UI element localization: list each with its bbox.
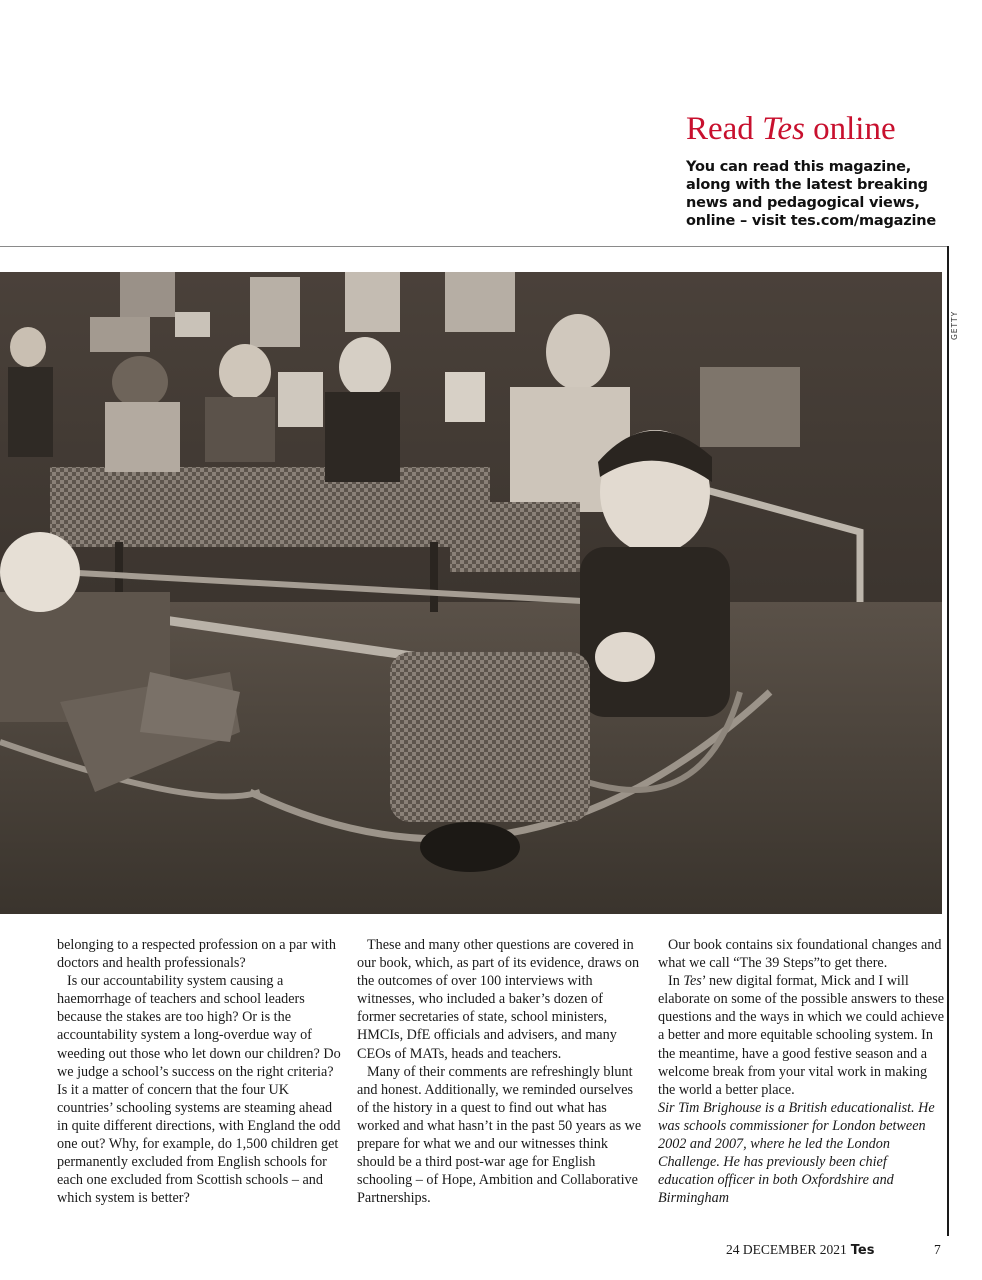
- promo-title-post: online: [804, 111, 896, 147]
- page-number: 7: [934, 1242, 941, 1257]
- text-segment: In: [668, 973, 684, 990]
- paragraph: [658, 972, 946, 1099]
- footer-brand: Tes: [850, 1243, 875, 1258]
- right-rule: [947, 246, 949, 1236]
- text-column-3: [658, 936, 946, 1207]
- text-segment: ’ new digital format, Mick and I will elaborate on some of the possible answers to these questions and the ways in which we could achieve a better and more equitable schooling system. In the meantime, have a good festive season and a welcome break from your vital work in making the world a better place.: [658, 973, 945, 1098]
- brand-name: Tes: [683, 973, 702, 990]
- feature-photo: [0, 272, 942, 914]
- text-column-1: [57, 936, 345, 1207]
- promo-box: [686, 110, 956, 230]
- issue-date: 24 DECEMBER 2021: [726, 1242, 847, 1257]
- paragraph: Our book contains six foundational changes and what we call “The 39 Steps”to get there.: [658, 937, 942, 972]
- paragraph: These and many other questions are covered in our book, which, as part of its evidence, draws on the outcomes of over 100 interviews with witnesses, who included a baker’s dozen of former secretaries of state, school ministers, HMCIs, DfE officials and advisers, and many CEOs of MATs, heads and teachers.: [357, 937, 640, 1062]
- paragraph: belonging to a respected profession on a par with doctors and health professionals?: [57, 937, 336, 972]
- text-column-2: [357, 936, 645, 1207]
- author-bio: Sir Tim Brighouse is a British educationalist. He was schools commissioner for London between 2002 and 2007, where he led the London Challenge. He has previously been chief education officer in both Oxfordshire and Birmingham: [658, 1099, 935, 1207]
- page-footer: [726, 1242, 874, 1258]
- top-rule: [0, 246, 948, 247]
- photo-credit: GETTY: [950, 310, 959, 340]
- promo-body: You can read this magazine, along with the latest breaking news and pedagogical views, online – visit tes.com/magazine: [686, 159, 937, 229]
- promo-title-pre: Read: [686, 111, 763, 147]
- promo-title-brand: Tes: [762, 111, 805, 147]
- paragraph: Many of their comments are refreshingly blunt and honest. Additionally, we reminded ourselves of the history in a quest to find out what has worked and what hasn’t in the past 50 years as we prepare for what we and our witnesses think should be a third post-war age for English schooling – of Hope, Ambition and Collaborative Partnerships.: [357, 1063, 642, 1207]
- promo-title: [686, 110, 956, 148]
- photo-illustration: [0, 272, 942, 914]
- paragraph: Is our accountability system causing a haemorrhage of teachers and school leaders because the stakes are too high? Or is the accountability system a long-overdue way of weeding out those who let down our children? Do we judge a school’s success on the right criteria? Is it a matter of concern that the four UK countries’ schooling systems are steaming ahead in quite different directions, with England the odd one out? Why, for example, do 1,500 children get permanently excluded from English schools for each one excluded from Scottish schools – and which system is better?: [57, 973, 341, 1207]
